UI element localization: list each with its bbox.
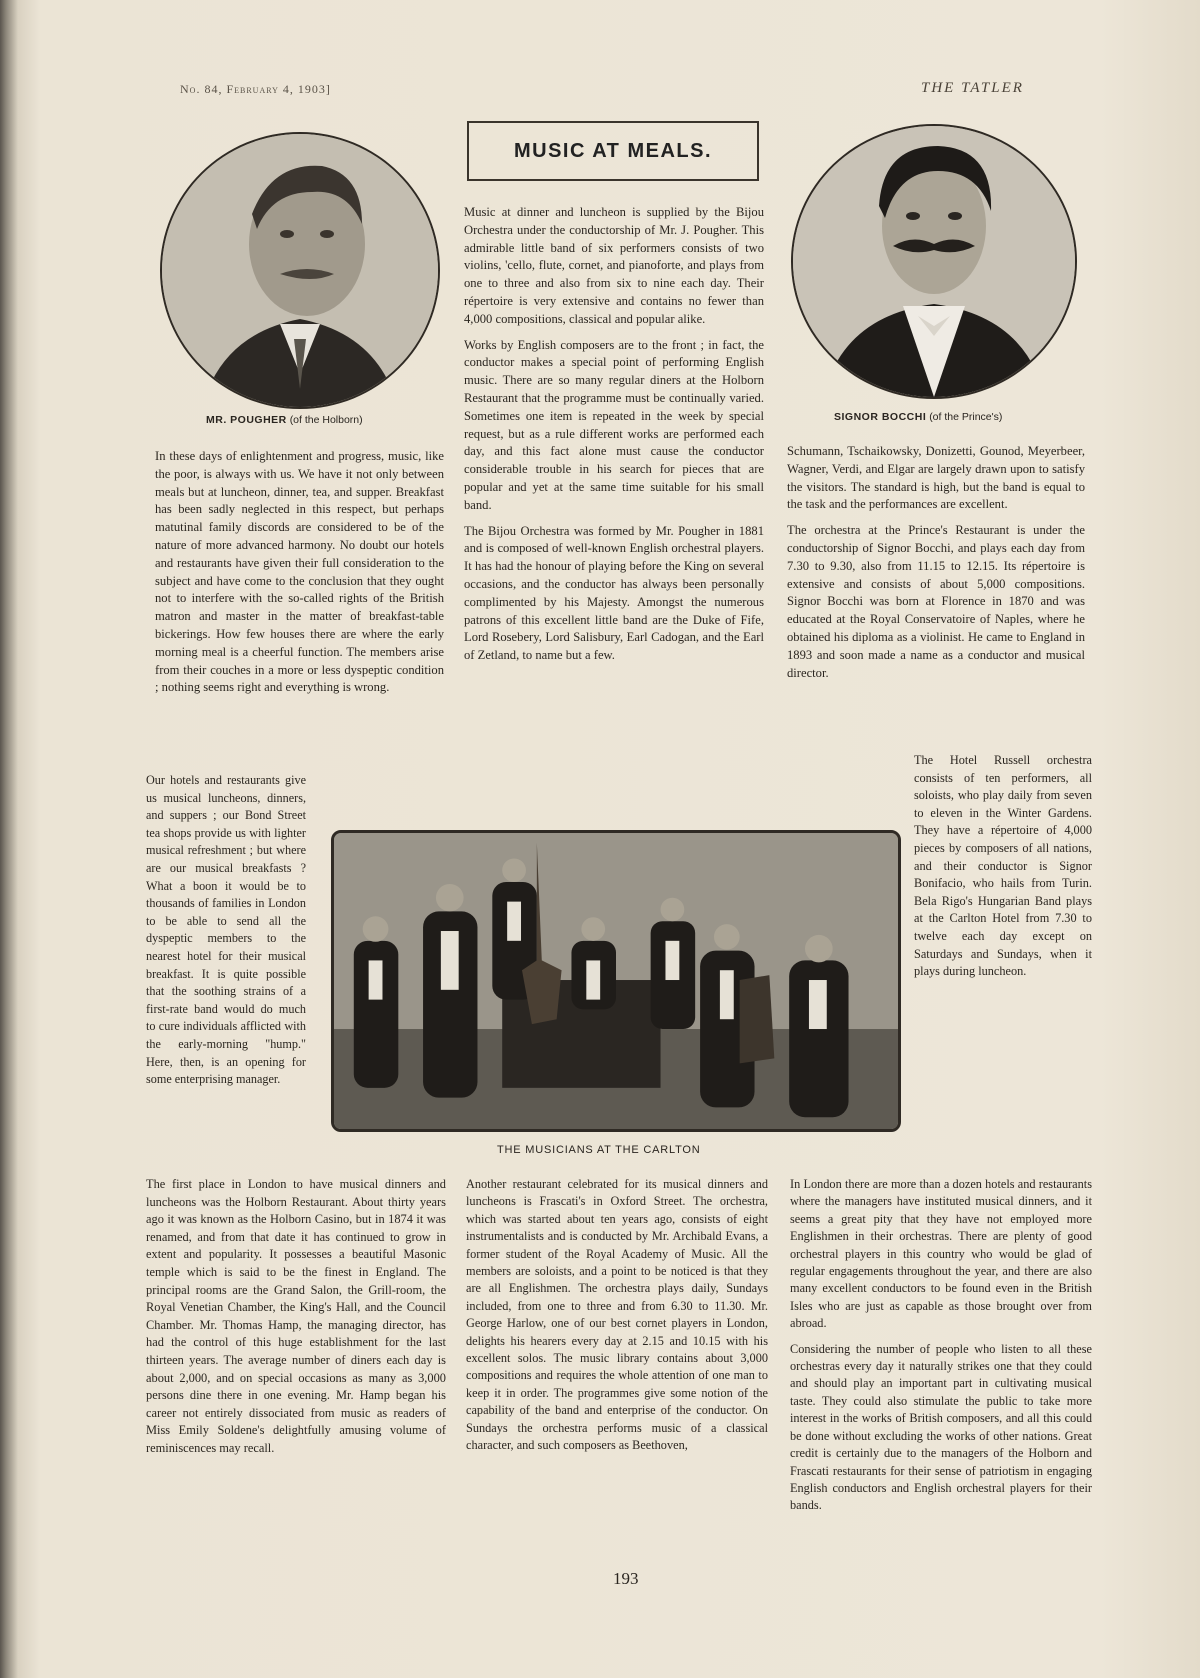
col1-paragraph-2: Our hotels and restaurants give us musical luncheons, dinners, and suppers ; our Bond Street tea shops provide us with lighter musical refreshment ; but where are our musical breakfasts ? What a boon it would be to thousands of families in London to be able to send all the dyspeptic members to the nearest hotel for their musical breakfast. It is quite possible that the soothing strains of a first-rate band would do much to cure individuals afflicted with the early-morning "hump." Here, then, is an opening for some enterprising manager.	[146, 773, 306, 1087]
caption-band: THE MUSICIANS AT THE CARLTON	[497, 1144, 701, 1156]
caption-bocchi	[834, 411, 1002, 423]
caption-pougher-note: (of the Holborn)	[289, 414, 363, 426]
column-3-upper	[787, 443, 1085, 690]
page-number: 193	[613, 1569, 639, 1588]
col2-paragraph-2: Works by English composers are to the front ; in fact, the conductor makes a special point of performing English music. There are so many regular diners at the Holborn Restaurant that the programme must be continually varied. Sometimes one item is repeated in the week by special request, but as a rule different works are performed each day, and this fact alone must cause the conductor considerable trouble in his search for pieces that are popular and yet at the same time suitable for his small band.	[464, 337, 764, 512]
col3-paragraph-2: The orchestra at the Prince's Restaurant is under the conductorship of Signor Bocchi, and plays each day from 7.30 to 9.30, also from 11.15 to 12.15. Its répertoire is extensive and consists of about 5,000 compositions. Signor Bocchi was born at Florence in 1870 and was educated at the Royal Conservatoire of Naples, where he obtained his diploma as a violinist. He came to England in 1893 and soon made a name as a conductor and musical director.	[787, 523, 1085, 680]
portrait-bocchi-image	[793, 126, 1075, 397]
band-photo	[331, 830, 901, 1132]
article-title: MUSIC AT MEALS.	[467, 121, 759, 181]
column-1-lower	[146, 1176, 446, 1466]
col2-paragraph-4: Another restaurant celebrated for its musical dinners and luncheons is Frascati's in Oxford Street. The orchestra, which was started about ten years ago, consists of eight instrumentalists and is conducted by Mr. Archibald Evans, a former student of the Royal Academy of Music. All the members are soloists, and a point to be noticed is that they are all Englishmen. The orchestra plays daily, Sundays included, from one to three and from 6.30 to 11.30. Mr. George Harlow, one of our best cornet players in London, delights his hearers every day at 2.15 and 10.15 with his excellent solos. The music library contains about 3,000 compositions and requires the whole attention of one man to keep it in order. The programmes give some notion of the capability of the band and enterprise of the conductor. On Sundays the orchestra performs music of a classical character, and such composers as Beethoven,	[466, 1177, 768, 1453]
portrait-bocchi	[791, 124, 1077, 399]
caption-bocchi-name: SIGNOR BOCCHI	[834, 411, 927, 423]
portrait-pougher	[160, 132, 440, 409]
col1-paragraph-3: The first place in London to have musical dinners and luncheons was the Holborn Restaurant. About thirty years ago it was known as the Holborn Casino, but in 1874 it was renamed, and from that date it has continued to grow in extent and popularity. It possesses a beautiful Masonic temple which is said to be the finest in England. The principal rooms are the Grand Salon, the Grill-room, the Royal Venetian Chamber, the King's Hall, and the Council Chamber. Mr. Thomas Hamp, the managing director, has had the control of this huge establishment for the last thirteen years. The average number of diners each day is about 2,000, and on special occasions as many as 3,000 persons dine there in one evening. Mr. Hamp began his career not entirely dissociated from music as readers of Miss Emily Soldene's delightfully amusing volume of reminiscences may recall.	[146, 1177, 446, 1455]
caption-pougher	[206, 414, 363, 426]
column-3-middle	[914, 752, 1092, 989]
issue-header: No. 84, February 4, 1903]	[180, 82, 331, 96]
column-1-middle	[146, 772, 306, 1097]
portrait-pougher-image	[162, 134, 438, 407]
col3-paragraph-5: Considering the number of people who listen to all these orchestras every day it naturally strikes one that they could and should play an important part in cultivating musical taste. They could also stimulate the public to take more interest in the works of British composers, and all this could be done without excluding the works of other nations. Great credit is certainly due to the managers of the Holborn and Frascati restaurants for their sense of patriotism in engaging English conductors and English orchestral players for their bands.	[790, 1341, 1092, 1513]
col1-paragraph-1: In these days of enlightenment and progress, music, like the poor, is always with us. We have it not only between meals but at luncheon, dinner, tea, and supper. Breakfast has been sadly neglected in this respect, but perhaps matutinal family discords are considered to be of the nature of more advanced harmony. No doubt our hotels and restaurants have given their full consideration to the subject and have come to the conclusion that they ought not to interfere with the so-called rights of the British matron and master in the matter of breakfast-table bickerings. How few houses there are where the early morning meal is a cheerful function. The members arise from their couches in a more or less dyspeptic condition ; nothing seems right and everything is wrong.	[155, 449, 444, 695]
column-2-lower	[466, 1176, 768, 1463]
col3-paragraph-4: In London there are more than a dozen hotels and restaurants where the managers have instituted musical dinners, and it seems a great pity that they have not employed more Englishmen in their orchestras. There are plenty of good orchestral players in this country who would be glad of regular engagements throughout the year, and there are also many excellent conductors to be found even in the British Isles who are just as capable as those brought over from abroad.	[790, 1177, 1092, 1331]
column-1-upper	[155, 448, 444, 705]
col3-paragraph-1: Schumann, Tschaikowsky, Donizetti, Gounod, Meyerbeer, Wagner, Verdi, and Elgar are largely drawn upon to satisfy the visitors. The standard is high, but the band is equal to the task and the performances are excellent.	[787, 444, 1085, 512]
col2-paragraph-3: The Bijou Orchestra was formed by Mr. Pougher in 1881 and is composed of well-known English orchestral players. It has had the honour of playing before the King on several occasions, and the conductor has always been personally complimented by his Majesty. Amongst the numerous patrons of this excellent little band are the Duke of Fife, Lord Rosebery, Lord Salisbury, Earl Cadogan, and the Earl of Zetland, to name but a few.	[464, 523, 764, 663]
column-3-lower	[790, 1176, 1092, 1523]
caption-bocchi-note: (of the Prince's)	[929, 411, 1003, 423]
col2-paragraph-1: Music at dinner and luncheon is supplied by the Bijou Orchestra under the conductorship of Mr. J. Pougher. This admirable little band of six performers consists of two violins, 'cello, flute, cornet, and pianoforte, and plays from one to three and also from six to nine each day. Their répertoire is very extensive and contains no fewer than 4,000 compositions, classical and popular alike.	[464, 205, 764, 326]
col3-paragraph-3: The Hotel Russell orchestra consists of ten performers, all soloists, who play daily from seven to eleven in the Winter Gardens. They have a répertoire of 4,000 pieces by composers of all nations, and their conductor is Signor Bonifacio, who hails from Turin. Bela Rigo's Hungarian Band plays at the Carlton Hotel from 7.30 to twelve each day except on Saturdays and Sundays, when it plays during luncheon.	[914, 753, 1092, 979]
band-photo-image	[334, 833, 898, 1129]
column-2-upper	[464, 204, 764, 673]
magazine-title: THE TATLER	[921, 80, 1024, 96]
caption-pougher-name: MR. POUGHER	[206, 414, 287, 426]
